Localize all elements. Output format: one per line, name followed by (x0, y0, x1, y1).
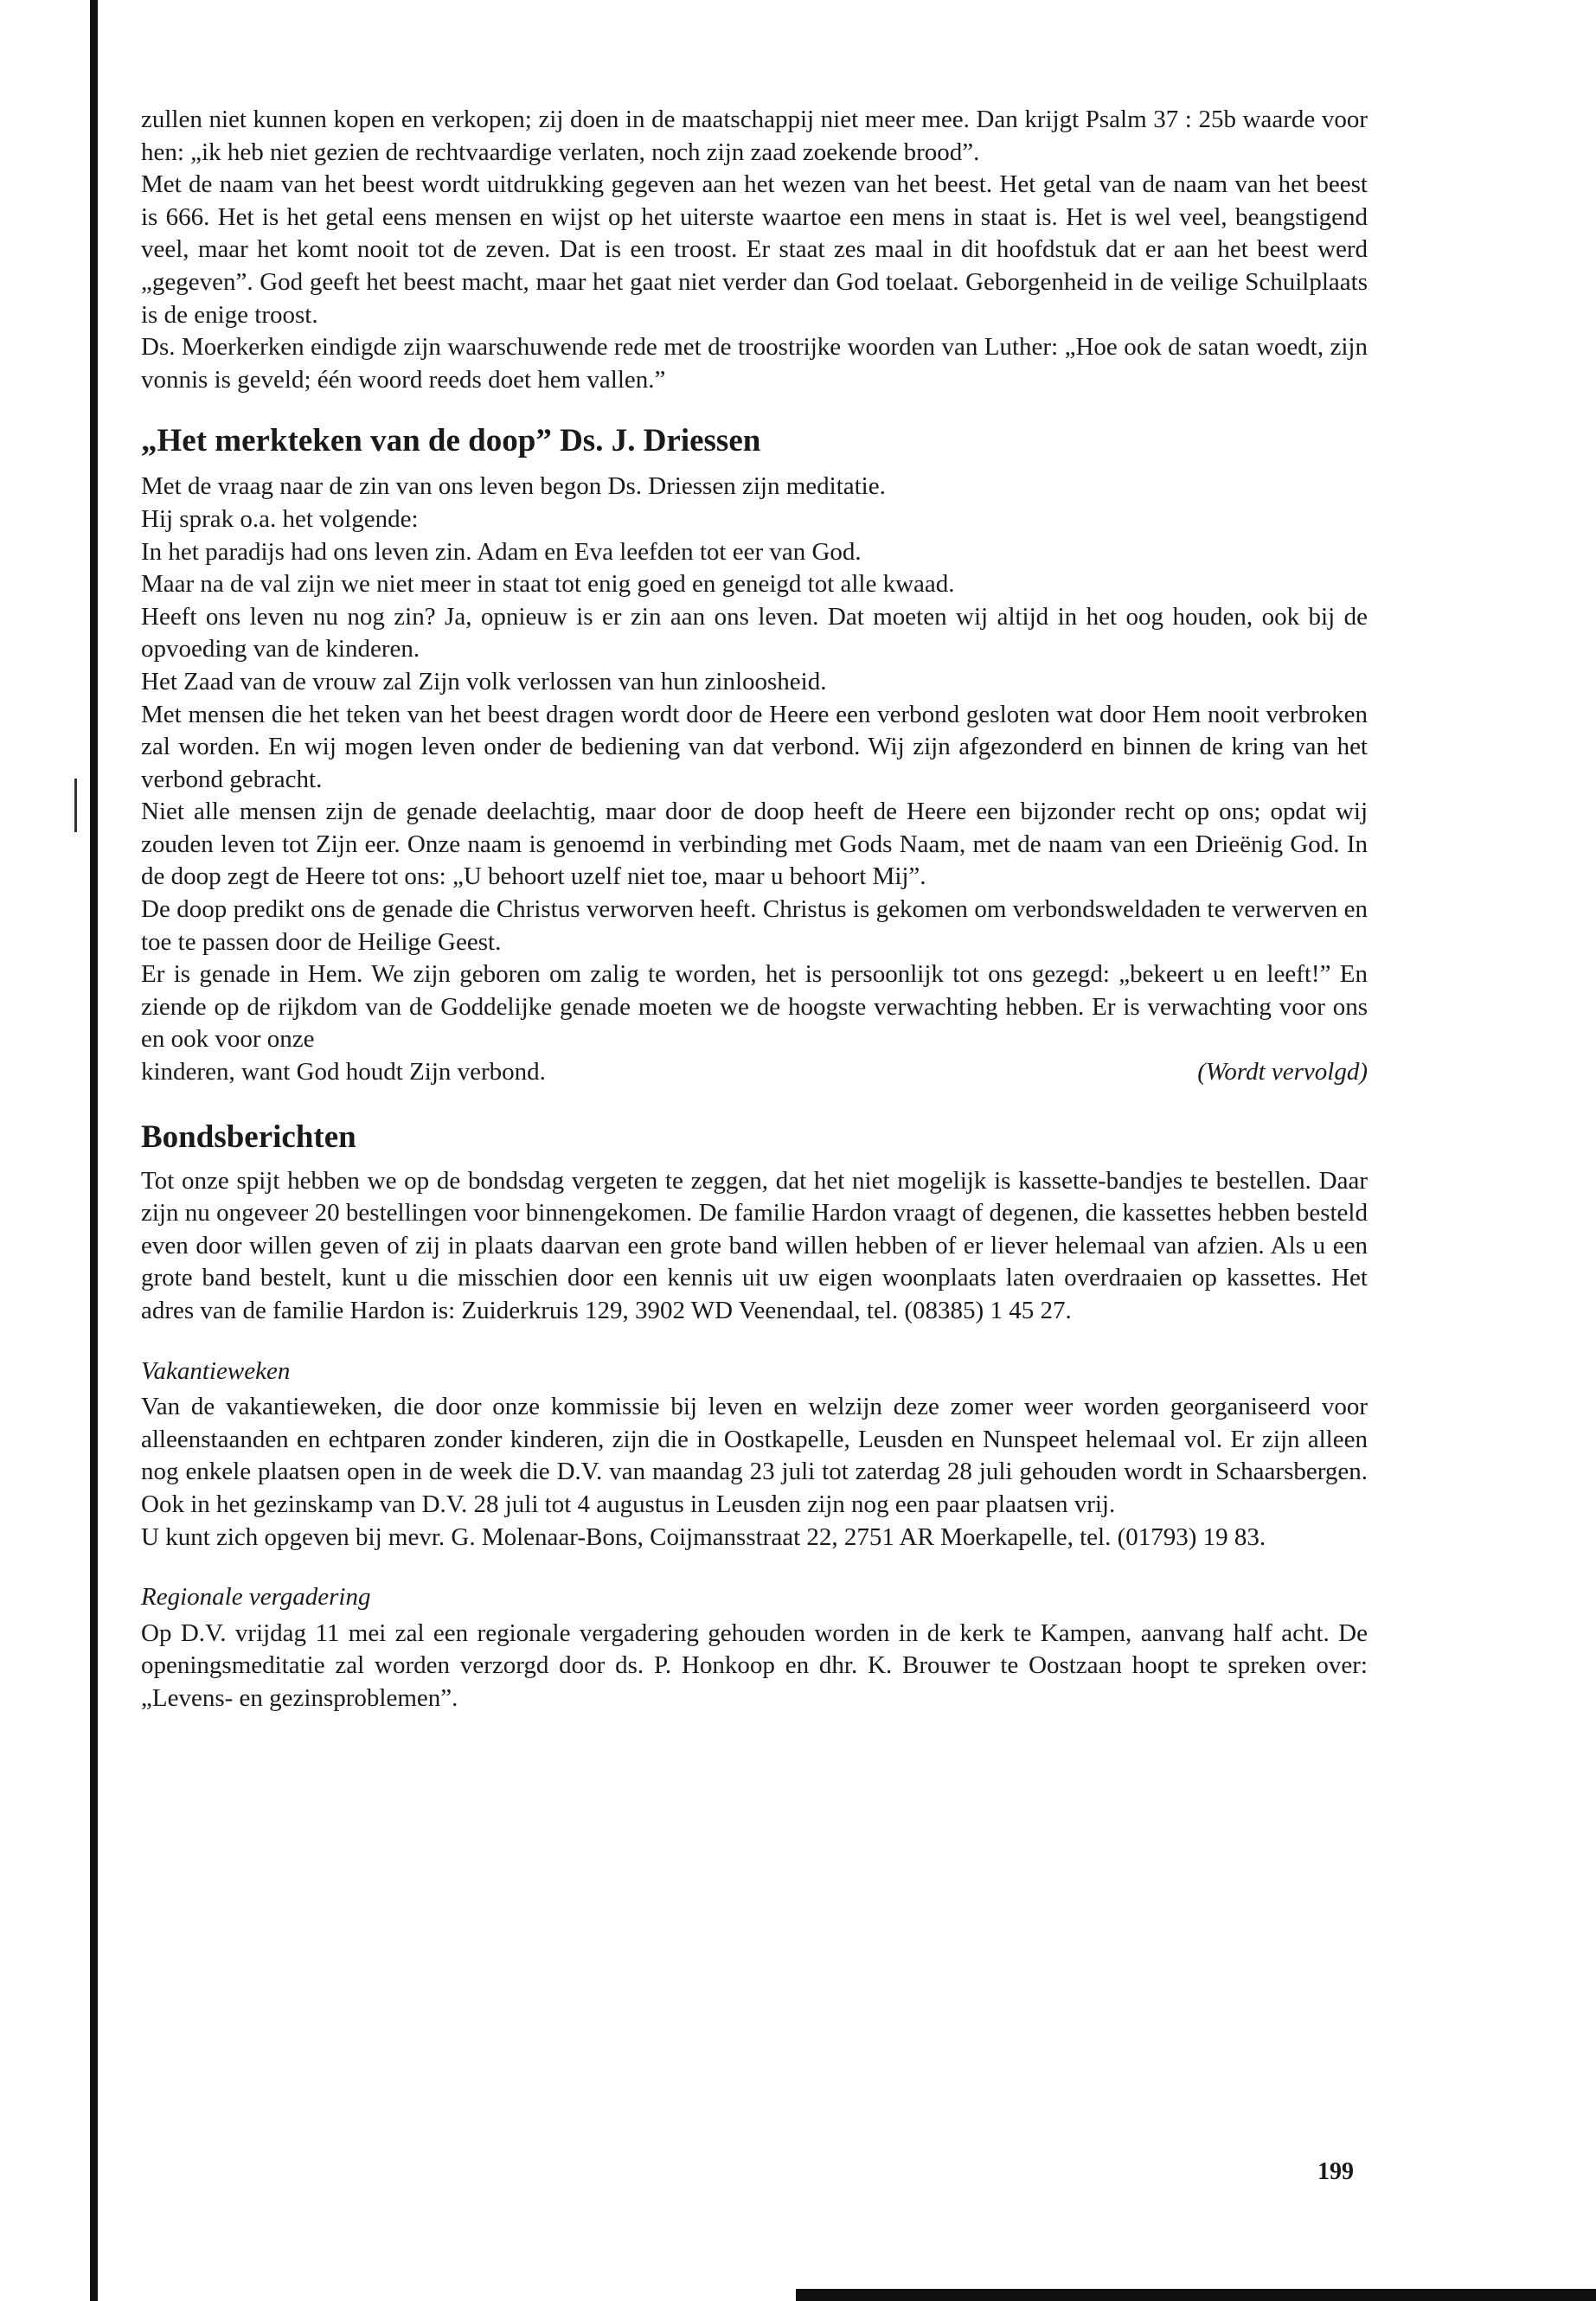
vakantieweken-subheading: Vakantieweken (141, 1356, 291, 1385)
doop-paragraph-4: Maar na de val zijn we niet meer in staat tot enig goed en geneigd tot alle kwaad. (141, 570, 955, 599)
doop-section (141, 422, 1368, 1088)
intro-paragraph-1: zullen niet kunnen kopen en verkopen; zij doen in de maatschappij niet meer mee. Dan krijgt Psalm 37 : 25b waarde voor hen: „ik heb niet gezien de rechtvaardige verlaten, noch zijn zaad zoekende brood”. (141, 106, 1368, 166)
page-number: 199 (1317, 2158, 1354, 2185)
continued-note: (Wordt vervolgd) (1197, 1058, 1368, 1086)
page-content (141, 104, 1368, 1715)
doop-paragraph-5: Heeft ons leven nu nog zin? Ja, opnieuw is er zin aan ons leven. Dat moeten wij altijd in het oog houden, ook bij de opvoeding van de kinderen. (141, 602, 1368, 663)
bondsberichten-heading: Bondsberichten (141, 1118, 356, 1155)
doop-paragraph-1: Met de vraag naar de zin van ons leven begon Ds. Driessen zijn meditatie. (141, 472, 886, 501)
regionale-vergadering-section (141, 1581, 1368, 1715)
doop-closing-line (141, 1056, 1368, 1089)
doop-paragraph-8: Niet alle mensen zijn de genade deelachtig, maar door de doop heeft de Heere een bijzonder recht op ons; opdat wij zouden leven tot Zijn eer. Onze naam is genoemd in verbinding met Gods Naam, met de naam van een Drieënig God. In de doop zegt de Heere tot ons: „U behoort uzelf niet toe, maar u behoort Mij”. (141, 798, 1368, 891)
margin-mark (74, 779, 77, 832)
regionale-vergadering-paragraph-1: Op D.V. vrijdag 11 mei zal een regionale vergadering gehouden worden in de kerk te Kampen, aanvang half acht. De openingsmeditatie zal worden verzorgd door ds. P. Honkoop en dhr. K. Brouwer te Oostzaan hoopt te spreken over: „Levens- en gezinsproblemen”. (141, 1618, 1368, 1712)
doop-paragraph-10: Er is genade in Hem. We zijn geboren om zalig te worden, het is persoonlijk tot ons gezegd: „bekeert u en leeft!” En ziende op de rijkdom van de Goddelijke genade moeten we de hoogste verwachting hebben. Er is verwachting voor ons en ook voor onze (141, 960, 1368, 1054)
doop-closing-text: kinderen, want God houdt Zijn verbond. (141, 1058, 546, 1086)
intro-section (141, 104, 1368, 396)
vakantieweken-paragraph-2: U kunt zich opgeven bij mevr. G. Molenaar-Bons, Coijmansstraat 22, 2751 AR Moerkapelle, tel. (01793) 19 83. (141, 1522, 1266, 1551)
doop-heading: „Het merkteken van de doop” Ds. J. Driessen (141, 423, 761, 459)
intro-paragraph-2: Met de naam van het beest wordt uitdrukking gegeven aan het wezen van het beest. Het getal van de naam van het beest is 666. Het is het getal eens mensen en wijst op het uiterste waartoe een mens in staat is. Het is wel veel, beangstigend veel, maar het komt nooit tot de zeven. Dat is een troost. Er staat zes maal in dit hoofdstuk dat er aan het beest werd „gegeven”. God geeft het beest macht, maar het gaat niet verder dan God toelaat. Geborgenheid in de veilige Schuilplaats is de enige troost. (141, 170, 1368, 329)
intro-paragraph-3: Ds. Moerkerken eindigde zijn waarschuwende rede met de troostrijke woorden van Luther: „Hoe ook de satan woedt, zijn vonnis is geveld; één woord reeds doet hem vallen.” (141, 333, 1368, 394)
doop-paragraph-3: In het paradijs had ons leven zin. Adam en Eva leefden tot eer van God. (141, 537, 862, 566)
doop-paragraph-9: De doop predikt ons de genade die Christus verworven heeft. Christus is gekomen om verbondsweldaden te verwerven en toe te passen door de Heilige Geest. (141, 895, 1368, 956)
doop-paragraph-6: Het Zaad van de vrouw zal Zijn volk verlossen van hun zinloosheid. (141, 667, 827, 695)
doop-paragraph-7: Met mensen die het teken van het beest dragen wordt door de Heere een verbond gesloten wat door Hem nooit verbroken zal worden. En wij mogen leven onder de bediening van dat verbond. Wij zijn afgezonderd en binnen de kring van het verbond gebracht. (141, 700, 1368, 793)
doop-paragraph-2: Hij sprak o.a. het volgende: (141, 504, 419, 533)
vakantieweken-section (141, 1356, 1368, 1554)
bondsberichten-paragraph-1: Tot onze spijt hebben we op de bondsdag vergeten te zeggen, dat het niet mogelijk is kassette-bandjes te bestellen. Daar zijn nu ongeveer 20 bestellingen voor binnengekomen. De familie Hardon vraagt of degenen, die kassettes hebben besteld even door willen geven of zij in plaats daarvan een grote band willen hebben of er liever helemaal van afzien. Als u een grote band bestelt, kunt u die misschien door een kennis uit uw eigen woonplaats laten overdraaien op kassettes. Het adres van de familie Hardon is: Zuiderkruis 129, 3902 WD Veenendaal, tel. (08385) 1 45 27. (141, 1166, 1368, 1324)
bondsberichten-section (141, 1118, 1368, 1328)
scan-bottom-edge (796, 2289, 1596, 2301)
vakantieweken-paragraph-1: Van de vakantieweken, die door onze kommissie bij leven en welzijn deze zomer weer worden georganiseerd voor alleenstaanden en echtparen zonder kinderen, zijn die in Oostkapelle, Leusden en Nunspeet helemaal vol. Er zijn alleen nog enkele plaatsen open in de week die D.V. van maandag 23 juli tot zaterdag 28 juli gehouden wordt in Schaarsbergen. Ook in het gezinskamp van D.V. 28 juli tot 4 augustus in Leusden zijn nog een paar plaatsen vrij. (141, 1393, 1368, 1518)
scan-binding-edge (90, 0, 98, 2301)
regionale-vergadering-subheading: Regionale vergadering (141, 1583, 371, 1612)
